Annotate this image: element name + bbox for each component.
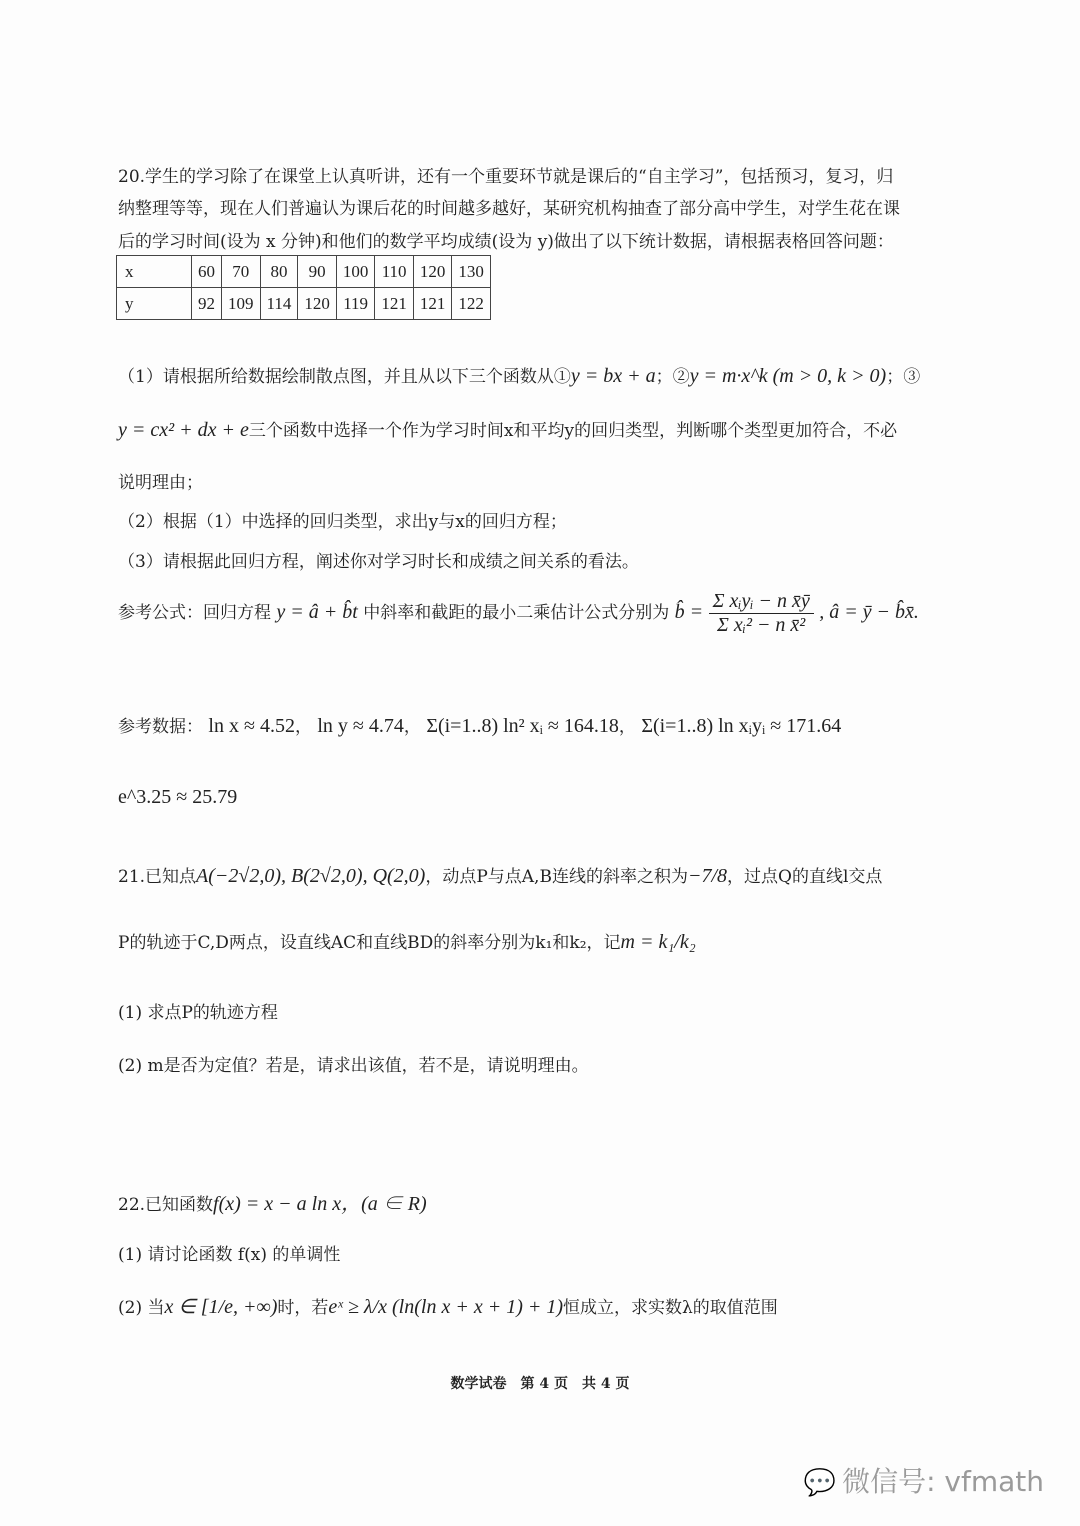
function-def: f(x) = x − a ln x，(a ∈ R) <box>213 1193 427 1215</box>
text: 恒成立，求实数λ的取值范围 <box>563 1298 778 1318</box>
fraction-denominator: Σ xᵢ² − n x̄² <box>717 614 806 636</box>
text: 三个函数中选择一个作为学习时间x和平均y的回归类型，判断哪个类型更加符合，不必 <box>248 421 898 441</box>
reference-data: 参考数据： ln x ≈ 4.52， ln y ≈ 4.74， Σ(i=1..8) ln² xᵢ ≈ 164.18， Σ(i=1..8) ln xᵢyᵢ ≈ 171.64 <box>118 715 842 737</box>
table-cell: 120 <box>298 288 337 320</box>
table-cell: 110 <box>375 256 414 288</box>
text: （1）请根据所给数据绘制散点图，并且从以下三个函数从① <box>118 367 571 387</box>
text: ；② <box>655 367 690 387</box>
q21-line-1 <box>118 862 882 888</box>
q20-part3: （3）请根据此回归方程，阐述你对学习时长和成绩之间关系的看法。 <box>118 552 639 572</box>
formula-power: y = m·x^k (m > 0, k > 0) <box>689 365 887 387</box>
table-cell: 92 <box>192 288 222 320</box>
text: 时，若 <box>277 1298 329 1318</box>
reference-formula <box>118 590 919 637</box>
table-cell: 100 <box>336 256 375 288</box>
table-cell: 70 <box>222 256 261 288</box>
text: 参考公式：回归方程 <box>118 603 271 623</box>
table-cell: 121 <box>375 288 414 320</box>
q20-part1-line3: 说明理由； <box>118 473 203 493</box>
q22-part1: (1) 请讨论函数 f(x) 的单调性 <box>118 1245 341 1265</box>
q21-line-2 <box>118 928 696 954</box>
formula-linear: y = bx + a <box>570 365 656 387</box>
table-row-x <box>117 256 491 288</box>
text: ，过点Q的直线l交点 <box>727 867 883 887</box>
text: 中斜率和截距的最小二乘估计公式分别为 <box>363 603 670 623</box>
b-hat: b̂ = <box>674 601 704 623</box>
q21-part1: (1) 求点P的轨迹方程 <box>118 1003 278 1023</box>
q20-part1-line1 <box>118 362 920 388</box>
table-cell: 122 <box>452 288 491 320</box>
slope-product: −7/8 <box>687 865 728 887</box>
wechat-icon: 💬 <box>803 1468 837 1498</box>
watermark <box>804 1460 1044 1500</box>
table-row-y <box>117 288 491 320</box>
q22-line-1 <box>118 1187 427 1216</box>
formula-quadratic: y = cx² + dx + e <box>118 419 249 441</box>
table-cell: 120 <box>413 256 452 288</box>
table-cell: 121 <box>413 288 452 320</box>
data-item: Σ(i=1..8) ln² xᵢ ≈ 164.18 <box>426 715 619 737</box>
text: 21.已知点 <box>118 867 197 887</box>
table-cell: 109 <box>222 288 261 320</box>
data-item: Σ(i=1..8) ln xᵢyᵢ ≈ 171.64 <box>641 715 842 737</box>
interval: x ∈ [1/e, +∞) <box>164 1296 278 1318</box>
q20-line-3: 后的学习时间(设为 x 分钟)和他们的数学平均成绩(设为 y)做出了以下统计数据，请根据表格回答问题： <box>118 232 894 252</box>
reference-e: e^3.25 ≈ 25.79 <box>118 786 238 808</box>
text: P的轨迹于C,D两点，设直线AC和直线BD的斜率分别为k₁和k₂，记 <box>118 933 621 953</box>
inequality: eˣ ≥ λ/x (ln(ln x + x + 1) + 1) <box>328 1296 564 1318</box>
text: ；③ <box>886 367 921 387</box>
q20-part2: （2）根据（1）中选择的回归类型，求出y与x的回归方程； <box>118 512 567 532</box>
table-cell: 130 <box>452 256 491 288</box>
fraction-numerator: Σ xᵢyᵢ − n x̄ȳ <box>709 590 814 614</box>
b-hat-fraction <box>709 590 814 637</box>
page-footer: 数学试卷 第 4 页 共 4 页 <box>450 1376 630 1392</box>
text: ，动点P与点A,B连线的斜率之积为 <box>425 867 688 887</box>
table-header-x: x <box>117 256 192 288</box>
table-cell: 60 <box>192 256 222 288</box>
table-cell: 80 <box>260 256 298 288</box>
text: 参考数据： <box>118 717 203 737</box>
data-table <box>116 255 491 320</box>
a-hat: , â = ȳ − b̂x̄. <box>819 601 919 623</box>
points: A(−2√2,0), B(2√2,0), Q(2,0) <box>196 865 426 887</box>
q20-line-2: 纳整理等等，现在人们普遍认为课后花的时间越多越好，某研究机构抽查了部分高中学生，对学生花在课 <box>118 199 900 219</box>
q22-part2 <box>118 1293 778 1319</box>
text: 22.已知函数 <box>118 1195 214 1215</box>
text: (2) 当 <box>118 1298 165 1318</box>
q20-part1-line2 <box>118 416 897 442</box>
watermark-text: 微信号: vfmath <box>842 1465 1044 1498</box>
table-header-y: y <box>117 288 192 320</box>
table-cell: 119 <box>336 288 375 320</box>
m-definition: m = k₁/k₂ <box>620 931 696 953</box>
q20-line-1: 20.学生的学习除了在课堂上认真听讲，还有一个重要环节就是课后的“自主学习”，包括预习，复习，归 <box>118 167 894 187</box>
table-cell: 114 <box>260 288 298 320</box>
table-cell: 90 <box>298 256 337 288</box>
q21-part2: (2) m是否为定值？若是，请求出该值，若不是，请说明理由。 <box>118 1056 589 1076</box>
data-item: ln x ≈ 4.52 <box>208 715 295 737</box>
data-item: ln y ≈ 4.74 <box>317 715 404 737</box>
regression-equation: y = â + b̂t <box>276 601 358 623</box>
